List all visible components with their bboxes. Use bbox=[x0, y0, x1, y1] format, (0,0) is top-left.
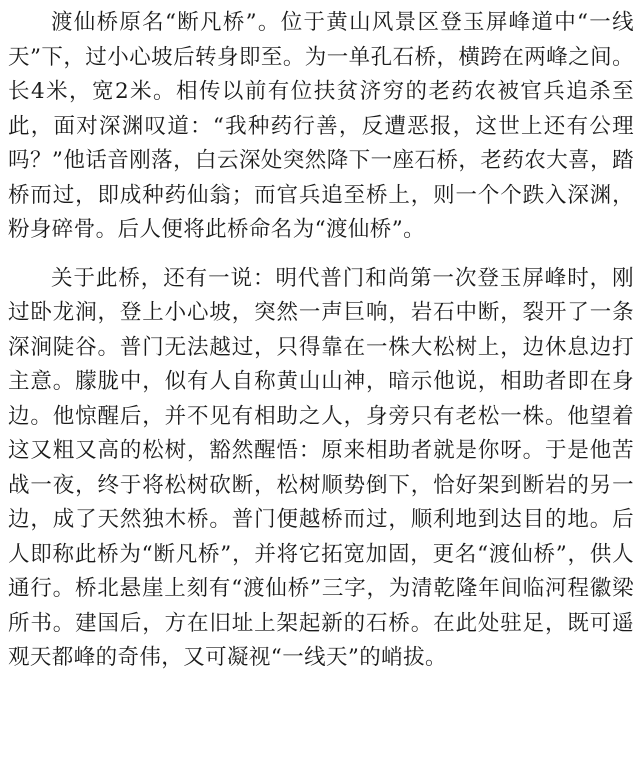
paragraph-monk-legend: 关于此桥，还有一说：明代普门和尚第一次登玉屏峰时，刚过卧龙涧，登上小心坡，突然一声巨响，岩石中断，裂开了一条深涧陡谷。普门无法越过，只得靠在一株大松树上，边休息边打主意。朦胧中，似有人自称黄山山神，暗示他说，相助者即在身边。他惊醒后，并不见有相助之人，身旁只有老松一株。他望着这又粗又高的松树，豁然醒悟：原来相助者就是你呀。于是他苦战一夜，终于将松树砍断，松树顺势倒下，恰好架到断岩的另一边，成了天然独木桥。普门便越桥而过，顺利地到达目的地。后人即称此桥为“断凡桥”，并将它拓宽加固，更名“渡仙桥”，供人通行。桥北悬崖上刻有“渡仙桥”三字，为清乾隆年间临河程徽梁所书。建国后，方在旧址上架起新的石桥。在此处驻足，既可遥观天都峰的奇伟，又可凝视“一线天”的峭拔。 bbox=[8, 265, 634, 670]
paragraph-origin-legend: 渡仙桥原名“断凡桥”。位于黄山风景区登玉屏峰道中“一线天”下，过小心坡后转身即至。为一单孔石桥，横跨在两峰之间。长4米，宽2米。相传以前有位扶贫济穷的老药农被官兵追杀至此，面对深渊叹道：“我种药行善，反遭恶报，这世上还有公理吗？”他话音刚落，白云深处突然降下一座石桥，老药农大喜，踏桥而过，即成种药仙翁；而官兵追至桥上，则一个个跌入深渊，粉身碎骨。后人便将此桥命名为“渡仙桥”。 bbox=[8, 10, 634, 242]
